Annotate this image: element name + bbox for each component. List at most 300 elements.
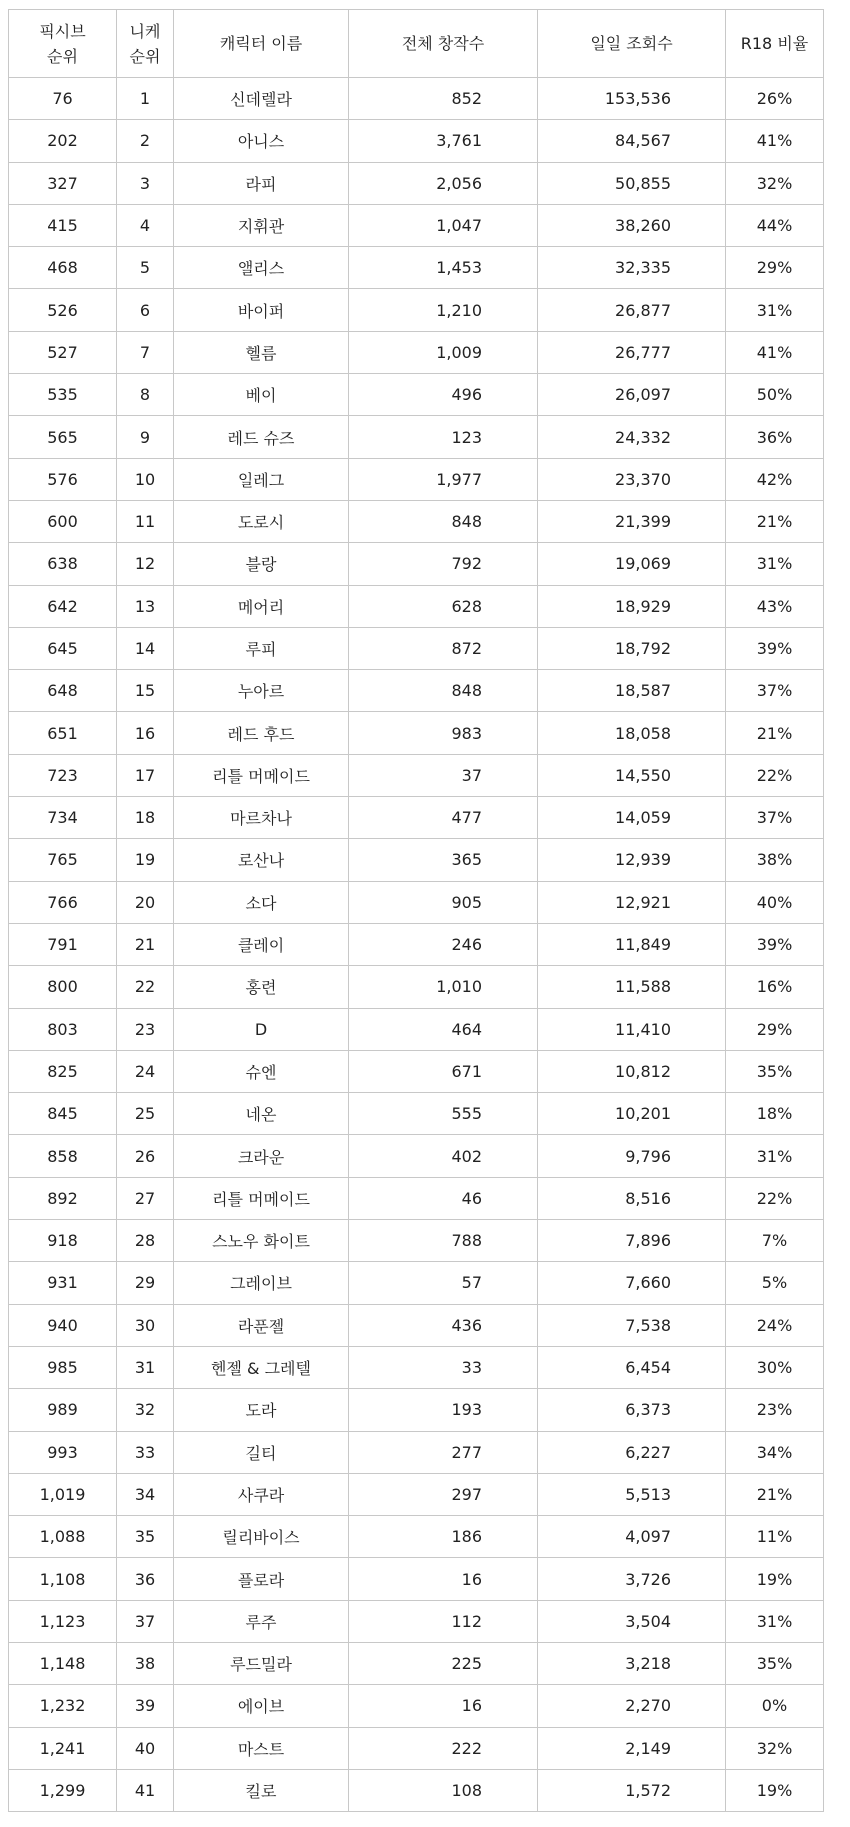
daily-views-cell: 153,536 (538, 78, 726, 120)
daily-views-cell: 10,812 (538, 1050, 726, 1092)
nikke-rank-cell: 3 (117, 162, 174, 204)
daily-views-cell: 18,792 (538, 627, 726, 669)
header-r18-ratio (726, 10, 824, 78)
table-row (9, 839, 824, 881)
r18-ratio-cell: 31% (726, 543, 824, 585)
r18-ratio-cell: 21% (726, 500, 824, 542)
table-row (9, 416, 824, 458)
header-label: 순위 (47, 46, 78, 66)
character-name-cell: 플로라 (174, 1558, 349, 1600)
daily-views-cell: 50,855 (538, 162, 726, 204)
r18-ratio-cell: 31% (726, 289, 824, 331)
nikke-rank-cell: 20 (117, 881, 174, 923)
pixiv-rank-cell: 327 (9, 162, 117, 204)
r18-ratio-cell: 23% (726, 1389, 824, 1431)
character-name-cell: 홍련 (174, 966, 349, 1008)
header-pixiv-rank (9, 10, 117, 78)
nikke-rank-cell: 40 (117, 1727, 174, 1769)
total-works-cell: 2,056 (349, 162, 538, 204)
header-label: R18 비율 (740, 34, 809, 53)
daily-views-cell: 3,726 (538, 1558, 726, 1600)
nikke-rank-cell: 10 (117, 458, 174, 500)
character-name-cell: 루드밀라 (174, 1642, 349, 1684)
nikke-rank-cell: 5 (117, 247, 174, 289)
table-row (9, 1262, 824, 1304)
nikke-rank-cell: 13 (117, 585, 174, 627)
character-name-cell: 로산나 (174, 839, 349, 881)
r18-ratio-cell: 19% (726, 1558, 824, 1600)
pixiv-rank-cell: 985 (9, 1346, 117, 1388)
nikke-rank-cell: 30 (117, 1304, 174, 1346)
header-label: 일일 조회수 (590, 34, 673, 53)
total-works-cell: 436 (349, 1304, 538, 1346)
total-works-cell: 905 (349, 881, 538, 923)
total-works-cell: 464 (349, 1008, 538, 1050)
pixiv-rank-cell: 1,299 (9, 1769, 117, 1811)
character-name-cell: 루피 (174, 627, 349, 669)
total-works-cell: 848 (349, 670, 538, 712)
total-works-cell: 788 (349, 1220, 538, 1262)
table-row (9, 162, 824, 204)
table-row (9, 1431, 824, 1473)
table-row (9, 1093, 824, 1135)
character-name-cell: 클레이 (174, 923, 349, 965)
total-works-cell: 1,010 (349, 966, 538, 1008)
nikke-rank-cell: 19 (117, 839, 174, 881)
pixiv-rank-cell: 825 (9, 1050, 117, 1092)
daily-views-cell: 1,572 (538, 1769, 726, 1811)
pixiv-rank-cell: 415 (9, 204, 117, 246)
pixiv-rank-cell: 734 (9, 797, 117, 839)
daily-views-cell: 2,270 (538, 1685, 726, 1727)
character-name-cell: 신데렐라 (174, 78, 349, 120)
table-row (9, 1389, 824, 1431)
header-label: 픽시브 (39, 21, 86, 41)
character-name-cell: 킬로 (174, 1769, 349, 1811)
daily-views-cell: 9,796 (538, 1135, 726, 1177)
pixiv-rank-cell: 1,019 (9, 1473, 117, 1515)
nikke-rank-cell: 33 (117, 1431, 174, 1473)
total-works-cell: 983 (349, 712, 538, 754)
header-label: 니케 (129, 21, 161, 41)
character-name-cell: D (174, 1008, 349, 1050)
daily-views-cell: 24,332 (538, 416, 726, 458)
daily-views-cell: 32,335 (538, 247, 726, 289)
daily-views-cell: 12,921 (538, 881, 726, 923)
nikke-rank-cell: 7 (117, 331, 174, 373)
pixiv-rank-cell: 600 (9, 500, 117, 542)
nikke-rank-cell: 16 (117, 712, 174, 754)
header-label: 전체 창작수 (401, 34, 485, 53)
pixiv-rank-cell: 1,123 (9, 1600, 117, 1642)
daily-views-cell: 6,227 (538, 1431, 726, 1473)
daily-views-cell: 3,504 (538, 1600, 726, 1642)
r18-ratio-cell: 37% (726, 797, 824, 839)
character-name-cell: 마스트 (174, 1727, 349, 1769)
table-row (9, 712, 824, 754)
character-name-cell: 네온 (174, 1093, 349, 1135)
r18-ratio-cell: 30% (726, 1346, 824, 1388)
pixiv-rank-cell: 1,232 (9, 1685, 117, 1727)
table-row (9, 500, 824, 542)
nikke-rank-cell: 26 (117, 1135, 174, 1177)
nikke-rank-cell: 8 (117, 374, 174, 416)
total-works-cell: 496 (349, 374, 538, 416)
daily-views-cell: 26,877 (538, 289, 726, 331)
r18-ratio-cell: 32% (726, 162, 824, 204)
daily-views-cell: 18,587 (538, 670, 726, 712)
r18-ratio-cell: 34% (726, 1431, 824, 1473)
table-row (9, 1600, 824, 1642)
pixiv-rank-cell: 858 (9, 1135, 117, 1177)
table-row (9, 78, 824, 120)
table-row (9, 966, 824, 1008)
table-row (9, 1008, 824, 1050)
table-row (9, 374, 824, 416)
r18-ratio-cell: 7% (726, 1220, 824, 1262)
r18-ratio-cell: 35% (726, 1642, 824, 1684)
daily-views-cell: 21,399 (538, 500, 726, 542)
total-works-cell: 1,009 (349, 331, 538, 373)
table-header (9, 10, 824, 78)
total-works-cell: 123 (349, 416, 538, 458)
nikke-rank-cell: 24 (117, 1050, 174, 1092)
character-name-cell: 리틀 머메이드 (174, 1177, 349, 1219)
daily-views-cell: 7,538 (538, 1304, 726, 1346)
character-name-cell: 지휘관 (174, 204, 349, 246)
r18-ratio-cell: 26% (726, 78, 824, 120)
daily-views-cell: 10,201 (538, 1093, 726, 1135)
table-row (9, 754, 824, 796)
total-works-cell: 477 (349, 797, 538, 839)
pixiv-rank-cell: 993 (9, 1431, 117, 1473)
r18-ratio-cell: 29% (726, 1008, 824, 1050)
r18-ratio-cell: 21% (726, 1473, 824, 1515)
table-row (9, 1516, 824, 1558)
ranking-table (8, 9, 824, 1812)
table-row (9, 204, 824, 246)
r18-ratio-cell: 41% (726, 331, 824, 373)
pixiv-rank-cell: 723 (9, 754, 117, 796)
total-works-cell: 1,210 (349, 289, 538, 331)
daily-views-cell: 4,097 (538, 1516, 726, 1558)
total-works-cell: 112 (349, 1600, 538, 1642)
table-row (9, 1727, 824, 1769)
total-works-cell: 33 (349, 1346, 538, 1388)
total-works-cell: 37 (349, 754, 538, 796)
r18-ratio-cell: 50% (726, 374, 824, 416)
table-row (9, 1050, 824, 1092)
total-works-cell: 628 (349, 585, 538, 627)
table-body (9, 78, 824, 1812)
daily-views-cell: 6,373 (538, 1389, 726, 1431)
total-works-cell: 277 (349, 1431, 538, 1473)
table-row (9, 797, 824, 839)
total-works-cell: 3,761 (349, 120, 538, 162)
daily-views-cell: 26,097 (538, 374, 726, 416)
nikke-rank-cell: 29 (117, 1262, 174, 1304)
table-row (9, 1220, 824, 1262)
header-daily-views (538, 10, 726, 78)
pixiv-rank-cell: 1,241 (9, 1727, 117, 1769)
character-name-cell: 릴리바이스 (174, 1516, 349, 1558)
r18-ratio-cell: 29% (726, 247, 824, 289)
character-name-cell: 레드 후드 (174, 712, 349, 754)
daily-views-cell: 84,567 (538, 120, 726, 162)
table-row (9, 670, 824, 712)
character-name-cell: 헬름 (174, 331, 349, 373)
table-row (9, 1473, 824, 1515)
pixiv-rank-cell: 1,088 (9, 1516, 117, 1558)
daily-views-cell: 3,218 (538, 1642, 726, 1684)
daily-views-cell: 12,939 (538, 839, 726, 881)
nikke-rank-cell: 18 (117, 797, 174, 839)
nikke-rank-cell: 6 (117, 289, 174, 331)
r18-ratio-cell: 40% (726, 881, 824, 923)
r18-ratio-cell: 18% (726, 1093, 824, 1135)
daily-views-cell: 5,513 (538, 1473, 726, 1515)
total-works-cell: 246 (349, 923, 538, 965)
nikke-rank-cell: 41 (117, 1769, 174, 1811)
pixiv-rank-cell: 800 (9, 966, 117, 1008)
nikke-rank-cell: 22 (117, 966, 174, 1008)
character-name-cell: 레드 슈즈 (174, 416, 349, 458)
nikke-rank-cell: 39 (117, 1685, 174, 1727)
nikke-rank-cell: 38 (117, 1642, 174, 1684)
daily-views-cell: 38,260 (538, 204, 726, 246)
pixiv-rank-cell: 791 (9, 923, 117, 965)
table-row (9, 923, 824, 965)
header-label: 순위 (129, 46, 161, 66)
header-row (9, 10, 824, 78)
total-works-cell: 16 (349, 1685, 538, 1727)
daily-views-cell: 8,516 (538, 1177, 726, 1219)
r18-ratio-cell: 39% (726, 627, 824, 669)
pixiv-rank-cell: 940 (9, 1304, 117, 1346)
table-row (9, 331, 824, 373)
total-works-cell: 297 (349, 1473, 538, 1515)
r18-ratio-cell: 37% (726, 670, 824, 712)
pixiv-rank-cell: 989 (9, 1389, 117, 1431)
r18-ratio-cell: 22% (726, 754, 824, 796)
character-name-cell: 일레그 (174, 458, 349, 500)
pixiv-rank-cell: 931 (9, 1262, 117, 1304)
character-name-cell: 루주 (174, 1600, 349, 1642)
table-row (9, 585, 824, 627)
daily-views-cell: 23,370 (538, 458, 726, 500)
daily-views-cell: 2,149 (538, 1727, 726, 1769)
character-name-cell: 바이퍼 (174, 289, 349, 331)
table-row (9, 1346, 824, 1388)
nikke-rank-cell: 28 (117, 1220, 174, 1262)
header-label: 캐릭터 이름 (219, 34, 303, 53)
r18-ratio-cell: 43% (726, 585, 824, 627)
total-works-cell: 193 (349, 1389, 538, 1431)
pixiv-rank-cell: 892 (9, 1177, 117, 1219)
nikke-rank-cell: 23 (117, 1008, 174, 1050)
table-row (9, 1685, 824, 1727)
total-works-cell: 1,977 (349, 458, 538, 500)
nikke-rank-cell: 31 (117, 1346, 174, 1388)
r18-ratio-cell: 35% (726, 1050, 824, 1092)
total-works-cell: 1,047 (349, 204, 538, 246)
character-name-cell: 마르차나 (174, 797, 349, 839)
character-name-cell: 슈엔 (174, 1050, 349, 1092)
r18-ratio-cell: 38% (726, 839, 824, 881)
r18-ratio-cell: 36% (726, 416, 824, 458)
pixiv-rank-cell: 651 (9, 712, 117, 754)
character-name-cell: 길티 (174, 1431, 349, 1473)
daily-views-cell: 14,550 (538, 754, 726, 796)
table-row (9, 289, 824, 331)
character-name-cell: 도로시 (174, 500, 349, 542)
daily-views-cell: 26,777 (538, 331, 726, 373)
r18-ratio-cell: 16% (726, 966, 824, 1008)
character-name-cell: 리틀 머메이드 (174, 754, 349, 796)
r18-ratio-cell: 5% (726, 1262, 824, 1304)
character-name-cell: 헨젤 & 그레텔 (174, 1346, 349, 1388)
daily-views-cell: 11,588 (538, 966, 726, 1008)
nikke-rank-cell: 34 (117, 1473, 174, 1515)
r18-ratio-cell: 39% (726, 923, 824, 965)
character-name-cell: 라푼젤 (174, 1304, 349, 1346)
total-works-cell: 186 (349, 1516, 538, 1558)
pixiv-rank-cell: 642 (9, 585, 117, 627)
total-works-cell: 792 (349, 543, 538, 585)
character-name-cell: 누아르 (174, 670, 349, 712)
total-works-cell: 222 (349, 1727, 538, 1769)
total-works-cell: 46 (349, 1177, 538, 1219)
character-name-cell: 사쿠라 (174, 1473, 349, 1515)
daily-views-cell: 7,660 (538, 1262, 726, 1304)
pixiv-rank-cell: 1,108 (9, 1558, 117, 1600)
table-row (9, 458, 824, 500)
r18-ratio-cell: 0% (726, 1685, 824, 1727)
nikke-rank-cell: 4 (117, 204, 174, 246)
pixiv-rank-cell: 468 (9, 247, 117, 289)
table-row (9, 627, 824, 669)
table-row (9, 120, 824, 162)
pixiv-rank-cell: 565 (9, 416, 117, 458)
pixiv-rank-cell: 648 (9, 670, 117, 712)
nikke-rank-cell: 9 (117, 416, 174, 458)
total-works-cell: 365 (349, 839, 538, 881)
nikke-rank-cell: 27 (117, 1177, 174, 1219)
table-row (9, 1769, 824, 1811)
r18-ratio-cell: 41% (726, 120, 824, 162)
header-nikke-rank (117, 10, 174, 78)
nikke-rank-cell: 11 (117, 500, 174, 542)
total-works-cell: 555 (349, 1093, 538, 1135)
nikke-rank-cell: 35 (117, 1516, 174, 1558)
daily-views-cell: 19,069 (538, 543, 726, 585)
table-row (9, 247, 824, 289)
total-works-cell: 57 (349, 1262, 538, 1304)
daily-views-cell: 18,058 (538, 712, 726, 754)
r18-ratio-cell: 19% (726, 1769, 824, 1811)
total-works-cell: 402 (349, 1135, 538, 1177)
header-total-works (349, 10, 538, 78)
pixiv-rank-cell: 645 (9, 627, 117, 669)
header-character-name (174, 10, 349, 78)
pixiv-rank-cell: 918 (9, 1220, 117, 1262)
r18-ratio-cell: 42% (726, 458, 824, 500)
r18-ratio-cell: 31% (726, 1600, 824, 1642)
pixiv-rank-cell: 766 (9, 881, 117, 923)
pixiv-rank-cell: 202 (9, 120, 117, 162)
pixiv-rank-cell: 803 (9, 1008, 117, 1050)
r18-ratio-cell: 24% (726, 1304, 824, 1346)
pixiv-rank-cell: 576 (9, 458, 117, 500)
table-row (9, 1642, 824, 1684)
total-works-cell: 1,453 (349, 247, 538, 289)
nikke-rank-cell: 37 (117, 1600, 174, 1642)
character-name-cell: 메어리 (174, 585, 349, 627)
daily-views-cell: 18,929 (538, 585, 726, 627)
nikke-rank-cell: 21 (117, 923, 174, 965)
r18-ratio-cell: 11% (726, 1516, 824, 1558)
nikke-rank-cell: 1 (117, 78, 174, 120)
character-name-cell: 아니스 (174, 120, 349, 162)
table-row (9, 1135, 824, 1177)
nikke-rank-cell: 32 (117, 1389, 174, 1431)
nikke-rank-cell: 14 (117, 627, 174, 669)
table-row (9, 1177, 824, 1219)
nikke-rank-cell: 17 (117, 754, 174, 796)
character-name-cell: 도라 (174, 1389, 349, 1431)
daily-views-cell: 6,454 (538, 1346, 726, 1388)
pixiv-rank-cell: 1,148 (9, 1642, 117, 1684)
total-works-cell: 16 (349, 1558, 538, 1600)
character-name-cell: 스노우 화이트 (174, 1220, 349, 1262)
character-name-cell: 베이 (174, 374, 349, 416)
pixiv-rank-cell: 76 (9, 78, 117, 120)
total-works-cell: 848 (349, 500, 538, 542)
nikke-rank-cell: 15 (117, 670, 174, 712)
daily-views-cell: 14,059 (538, 797, 726, 839)
pixiv-rank-cell: 638 (9, 543, 117, 585)
r18-ratio-cell: 22% (726, 1177, 824, 1219)
nikke-rank-cell: 12 (117, 543, 174, 585)
table-row (9, 881, 824, 923)
character-name-cell: 그레이브 (174, 1262, 349, 1304)
r18-ratio-cell: 31% (726, 1135, 824, 1177)
total-works-cell: 872 (349, 627, 538, 669)
total-works-cell: 852 (349, 78, 538, 120)
total-works-cell: 671 (349, 1050, 538, 1092)
pixiv-rank-cell: 535 (9, 374, 117, 416)
r18-ratio-cell: 44% (726, 204, 824, 246)
nikke-rank-cell: 25 (117, 1093, 174, 1135)
character-name-cell: 소다 (174, 881, 349, 923)
character-name-cell: 에이브 (174, 1685, 349, 1727)
character-name-cell: 라피 (174, 162, 349, 204)
daily-views-cell: 11,410 (538, 1008, 726, 1050)
pixiv-rank-cell: 765 (9, 839, 117, 881)
total-works-cell: 108 (349, 1769, 538, 1811)
character-name-cell: 블랑 (174, 543, 349, 585)
r18-ratio-cell: 32% (726, 1727, 824, 1769)
pixiv-rank-cell: 526 (9, 289, 117, 331)
pixiv-rank-cell: 527 (9, 331, 117, 373)
character-name-cell: 크라운 (174, 1135, 349, 1177)
table-row (9, 1304, 824, 1346)
total-works-cell: 225 (349, 1642, 538, 1684)
nikke-rank-cell: 36 (117, 1558, 174, 1600)
character-name-cell: 앨리스 (174, 247, 349, 289)
nikke-rank-cell: 2 (117, 120, 174, 162)
r18-ratio-cell: 21% (726, 712, 824, 754)
